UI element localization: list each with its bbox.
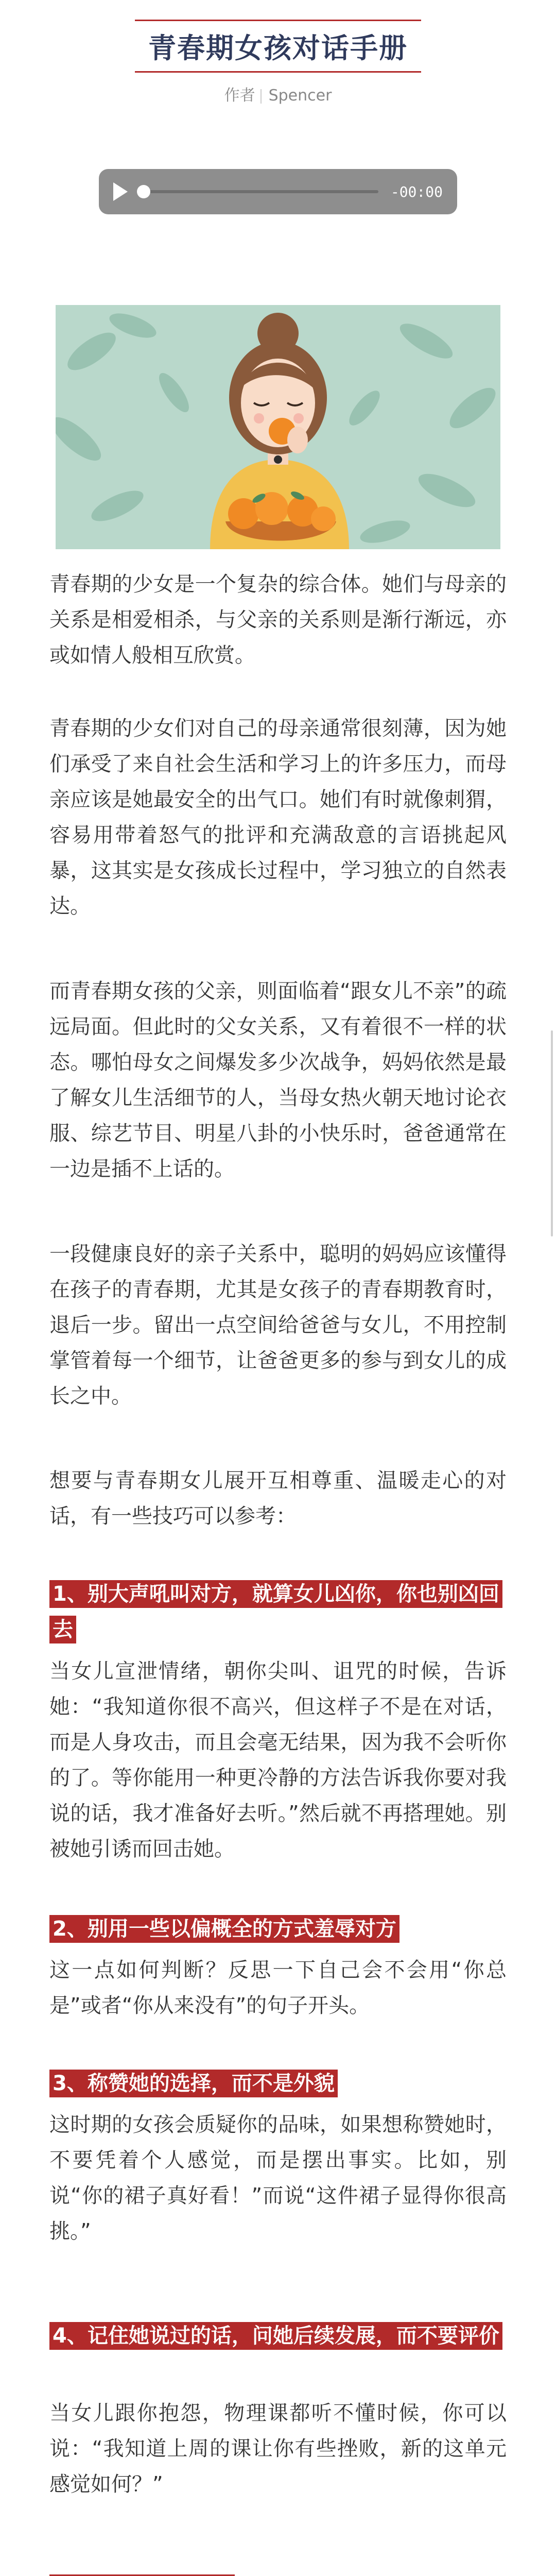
article-title: 青春期女孩对话手册 [148, 32, 408, 64]
tip-1-heading-text: 1、别大声吼叫对方，就算女儿凶你，你也别凶回去 [49, 1580, 502, 1643]
tip-4-text: 当女儿跟你抱怨，物理课都听不懂时候，你可以说：“我知道上周的课让你有些挫败，新的这单元感觉如何？” [49, 2401, 507, 2496]
author-label: 作者 [224, 87, 255, 105]
audio-progress-knob[interactable] [137, 185, 150, 198]
author-name[interactable]: Spencer [268, 87, 332, 105]
scroll-indicator[interactable] [551, 1030, 553, 1236]
intro-paragraph: 青春期的少女是一个复杂的综合体。她们与母亲的关系是相爱相杀，与父亲的关系则是渐行渐远，亦或如情人般相互欣赏。 [49, 572, 507, 667]
tip-2-heading [49, 1911, 507, 1947]
tip-2-text: 这一点如何判断？反思一下自己会不会用“你总是”或者“你从来没有”的句子开头。 [49, 1958, 507, 2018]
tip-3-heading [49, 2066, 507, 2102]
tip-5-heading [49, 2571, 507, 2576]
audio-progress-track[interactable] [140, 190, 378, 193]
tip-3-heading-text: 3、称赞她的选择，而不是外貌 [49, 2070, 338, 2097]
tip-3-text: 这时期的女孩会质疑你的品味，如果想称赞她时，不要凭着个人感觉，而是摆出事实。比如，别说“你的裙子真好看！”而说“这件裙子显得你很高挑。” [49, 2113, 507, 2243]
tip-4-heading [49, 2318, 507, 2354]
audio-player [99, 169, 457, 214]
father-relationship-paragraph: 而青春期女孩的父亲，则面临着“跟女儿不亲”的疏远局面。但此时的父女关系，又有着很不一样的状态。哪怕母女之间爆发多少次战争，妈妈依然是最了解女儿生活细节的人，当母女热火朝天地讨论衣服、综艺节目、明星八卦的小快乐时，爸爸通常在一边是插不上话的。 [49, 979, 507, 1181]
tip-1-text: 当女儿宣泄情绪，朝你尖叫、诅咒的时候，告诉她：“我知道你很不高兴，但这样子不是在对话，而是人身攻击，而且会毫无结果，因为我不会听你的了。等你能用一种更冷静的方法告诉我你要对我说的话，我才准备好去听。”然后就不再搭理她。别被她引诱而回击她。 [49, 1659, 507, 1861]
healthy-relationship-paragraph: 一段健康良好的亲子关系中，聪明的妈妈应该懂得在孩子的青春期，尤其是女孩子的青春期教育时，退后一步。留出一点空间给爸爸与女儿，不用控制掌管着每一个细节，让爸爸更多的参与到女儿的成长之中。 [49, 1242, 507, 1408]
title-wrap [0, 20, 556, 73]
audio-time: -00:00 [390, 183, 443, 200]
title-box [135, 20, 421, 73]
play-icon[interactable] [113, 182, 128, 201]
mother-relationship-paragraph: 青春期的少女们对自己的母亲通常很刻薄，因为她们承受了来自社会生活和学习上的许多压力，而母亲应该是她最安全的出气口。她们有时就像刺猬，容易用带着怒气的批评和充满敌意的言语挑起风暴，这其实是女孩成长过程中，学习独立的自然表达。 [49, 717, 507, 918]
girl-eating-oranges-illustration [56, 305, 500, 549]
tip-1-heading [49, 1577, 507, 1648]
hero-illustration [56, 305, 500, 549]
tip-2-heading-text: 2、别用一些以偏概全的方式羞辱对方 [49, 1915, 399, 1943]
tip-4-heading-text: 4、记住她说过的话，问她后续发展，而不要评价 [49, 2322, 502, 2350]
author-row [0, 82, 556, 105]
tips-intro-paragraph: 想要与青春期女儿展开互相尊重、温暖走心的对话，有一些技巧可以参考： [49, 1469, 507, 1528]
author-separator [260, 89, 262, 104]
